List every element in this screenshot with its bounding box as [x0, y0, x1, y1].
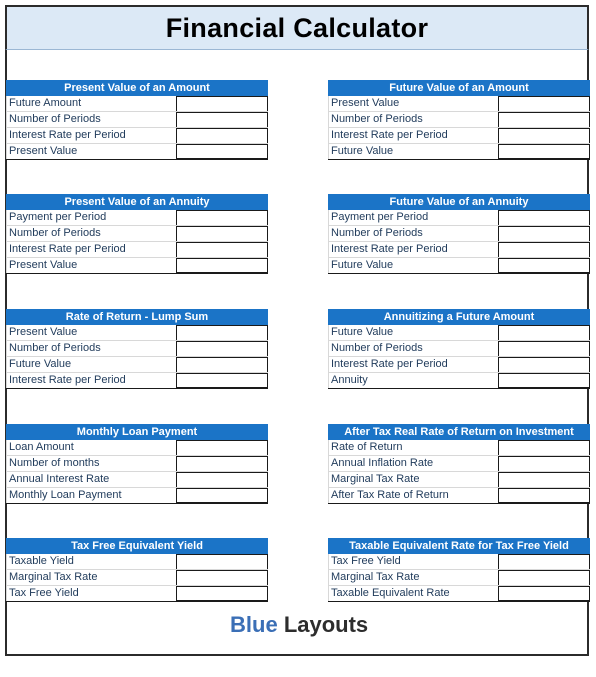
field-label: Future Value	[328, 144, 498, 159]
calc-header: Taxable Equivalent Rate for Tax Free Yield	[328, 538, 590, 554]
calc-row	[6, 258, 268, 274]
field-label: Monthly Loan Payment	[6, 488, 176, 503]
field-label: Interest Rate per Period	[328, 242, 498, 257]
value-input[interactable]	[176, 440, 268, 455]
calc-row	[328, 144, 590, 160]
value-input[interactable]	[498, 242, 590, 257]
calc-row	[6, 488, 268, 504]
result-cell[interactable]	[176, 488, 268, 503]
calc-header: Future Value of an Amount	[328, 80, 590, 96]
calc-row	[6, 325, 268, 341]
calc-row	[6, 96, 268, 112]
calc-row	[328, 357, 590, 373]
calc-row	[328, 440, 590, 456]
field-label: Interest Rate per Period	[328, 128, 498, 143]
result-cell[interactable]	[176, 144, 268, 159]
field-label: Number of Periods	[328, 341, 498, 356]
field-label: Payment per Period	[328, 210, 498, 225]
value-input[interactable]	[176, 456, 268, 471]
field-label: Annual Interest Rate	[6, 472, 176, 487]
calc-row	[328, 242, 590, 258]
calc-future-value-annuity	[328, 194, 590, 274]
field-label: After Tax Rate of Return	[328, 488, 498, 503]
value-input[interactable]	[176, 472, 268, 487]
value-input[interactable]	[498, 554, 590, 569]
calc-row	[6, 472, 268, 488]
field-label: Present Value	[6, 144, 176, 159]
calc-row	[6, 210, 268, 226]
logo-word-blue: Blue	[230, 612, 278, 637]
result-cell[interactable]	[176, 258, 268, 273]
calc-after-tax-real-rate	[328, 424, 590, 504]
page-title: Financial Calculator	[165, 12, 429, 43]
calc-taxable-equivalent-rate	[328, 538, 590, 602]
field-label: Future Value	[328, 325, 498, 340]
calc-present-value-annuity	[6, 194, 268, 274]
calc-header: Future Value of an Annuity	[328, 194, 590, 210]
field-label: Marginal Tax Rate	[328, 472, 498, 487]
calc-monthly-loan-payment	[6, 424, 268, 504]
field-label: Annuity	[328, 373, 498, 388]
calc-row	[328, 570, 590, 586]
calc-row	[328, 472, 590, 488]
value-input[interactable]	[498, 357, 590, 372]
value-input[interactable]	[498, 96, 590, 111]
blue-layouts-logo	[230, 612, 368, 638]
calc-row	[6, 373, 268, 389]
calc-row	[328, 586, 590, 602]
field-label: Number of Periods	[6, 341, 176, 356]
logo-word-layouts: Layouts	[283, 612, 369, 637]
field-label: Interest Rate per Period	[328, 357, 498, 372]
result-cell[interactable]	[176, 373, 268, 388]
calc-rate-of-return-lump-sum	[6, 309, 268, 389]
value-input[interactable]	[498, 210, 590, 225]
calc-row	[6, 586, 268, 602]
calc-annuitizing-future-amount	[328, 309, 590, 389]
calc-row	[328, 373, 590, 389]
title-bar	[5, 5, 589, 50]
field-label: Payment per Period	[6, 210, 176, 225]
calc-row	[328, 325, 590, 341]
field-label: Number of Periods	[328, 112, 498, 127]
calc-tax-free-equivalent-yield	[6, 538, 268, 602]
field-label: Rate of Return	[328, 440, 498, 455]
calc-row	[328, 128, 590, 144]
field-label: Future Value	[328, 258, 498, 273]
field-label: Tax Free Yield	[6, 586, 176, 601]
calc-row	[6, 242, 268, 258]
calc-row	[6, 128, 268, 144]
value-input[interactable]	[498, 341, 590, 356]
field-label: Interest Rate per Period	[6, 128, 176, 143]
value-input[interactable]	[176, 112, 268, 127]
value-input[interactable]	[176, 210, 268, 225]
calc-row	[328, 488, 590, 504]
calc-header: Rate of Return - Lump Sum	[6, 309, 268, 325]
value-input[interactable]	[498, 128, 590, 143]
value-input[interactable]	[498, 570, 590, 585]
calc-row	[328, 341, 590, 357]
calc-row	[328, 210, 590, 226]
value-input[interactable]	[176, 96, 268, 111]
field-label: Present Value	[6, 258, 176, 273]
field-label: Present Value	[6, 325, 176, 340]
calc-row	[6, 341, 268, 357]
field-label: Marginal Tax Rate	[328, 570, 498, 585]
field-label: Future Value	[6, 357, 176, 372]
calc-row	[6, 456, 268, 472]
result-cell[interactable]	[498, 373, 590, 388]
calc-row	[328, 226, 590, 242]
value-input[interactable]	[176, 226, 268, 241]
field-label: Taxable Yield	[6, 554, 176, 569]
result-cell[interactable]	[498, 488, 590, 503]
calc-row	[6, 226, 268, 242]
calc-row	[328, 456, 590, 472]
calc-row	[6, 112, 268, 128]
value-input[interactable]	[176, 341, 268, 356]
field-label: Taxable Equivalent Rate	[328, 586, 498, 601]
field-label: Future Amount	[6, 96, 176, 111]
field-label: Interest Rate per Period	[6, 242, 176, 257]
result-cell[interactable]	[498, 586, 590, 601]
result-cell[interactable]	[176, 586, 268, 601]
value-input[interactable]	[176, 570, 268, 585]
calc-row	[328, 96, 590, 112]
value-input[interactable]	[176, 128, 268, 143]
field-label: Number of Periods	[6, 226, 176, 241]
value-input[interactable]	[498, 456, 590, 471]
value-input[interactable]	[498, 325, 590, 340]
field-label: Number of Periods	[6, 112, 176, 127]
field-label: Loan Amount	[6, 440, 176, 455]
field-label: Marginal Tax Rate	[6, 570, 176, 585]
result-cell[interactable]	[498, 144, 590, 159]
value-input[interactable]	[498, 226, 590, 241]
calc-future-value-amount	[328, 80, 590, 160]
value-input[interactable]	[498, 472, 590, 487]
calc-header: After Tax Real Rate of Return on Investment	[328, 424, 590, 440]
calc-header: Tax Free Equivalent Yield	[6, 538, 268, 554]
calc-row	[328, 258, 590, 274]
field-label: Interest Rate per Period	[6, 373, 176, 388]
field-label: Number of Periods	[328, 226, 498, 241]
value-input[interactable]	[176, 357, 268, 372]
field-label: Annual Inflation Rate	[328, 456, 498, 471]
calc-header: Present Value of an Amount	[6, 80, 268, 96]
calc-row	[6, 144, 268, 160]
calc-header: Annuitizing a Future Amount	[328, 309, 590, 325]
value-input[interactable]	[176, 554, 268, 569]
calc-row	[6, 554, 268, 570]
value-input[interactable]	[498, 112, 590, 127]
calc-row	[6, 357, 268, 373]
value-input[interactable]	[498, 440, 590, 455]
field-label: Tax Free Yield	[328, 554, 498, 569]
calc-row	[328, 112, 590, 128]
result-cell[interactable]	[498, 258, 590, 273]
calc-row	[6, 570, 268, 586]
field-label: Number of months	[6, 456, 176, 471]
value-input[interactable]	[176, 325, 268, 340]
calc-row	[6, 440, 268, 456]
calc-present-value-amount	[6, 80, 268, 160]
calc-header: Present Value of an Annuity	[6, 194, 268, 210]
value-input[interactable]	[176, 242, 268, 257]
field-label: Present Value	[328, 96, 498, 111]
calc-header: Monthly Loan Payment	[6, 424, 268, 440]
calc-row	[328, 554, 590, 570]
